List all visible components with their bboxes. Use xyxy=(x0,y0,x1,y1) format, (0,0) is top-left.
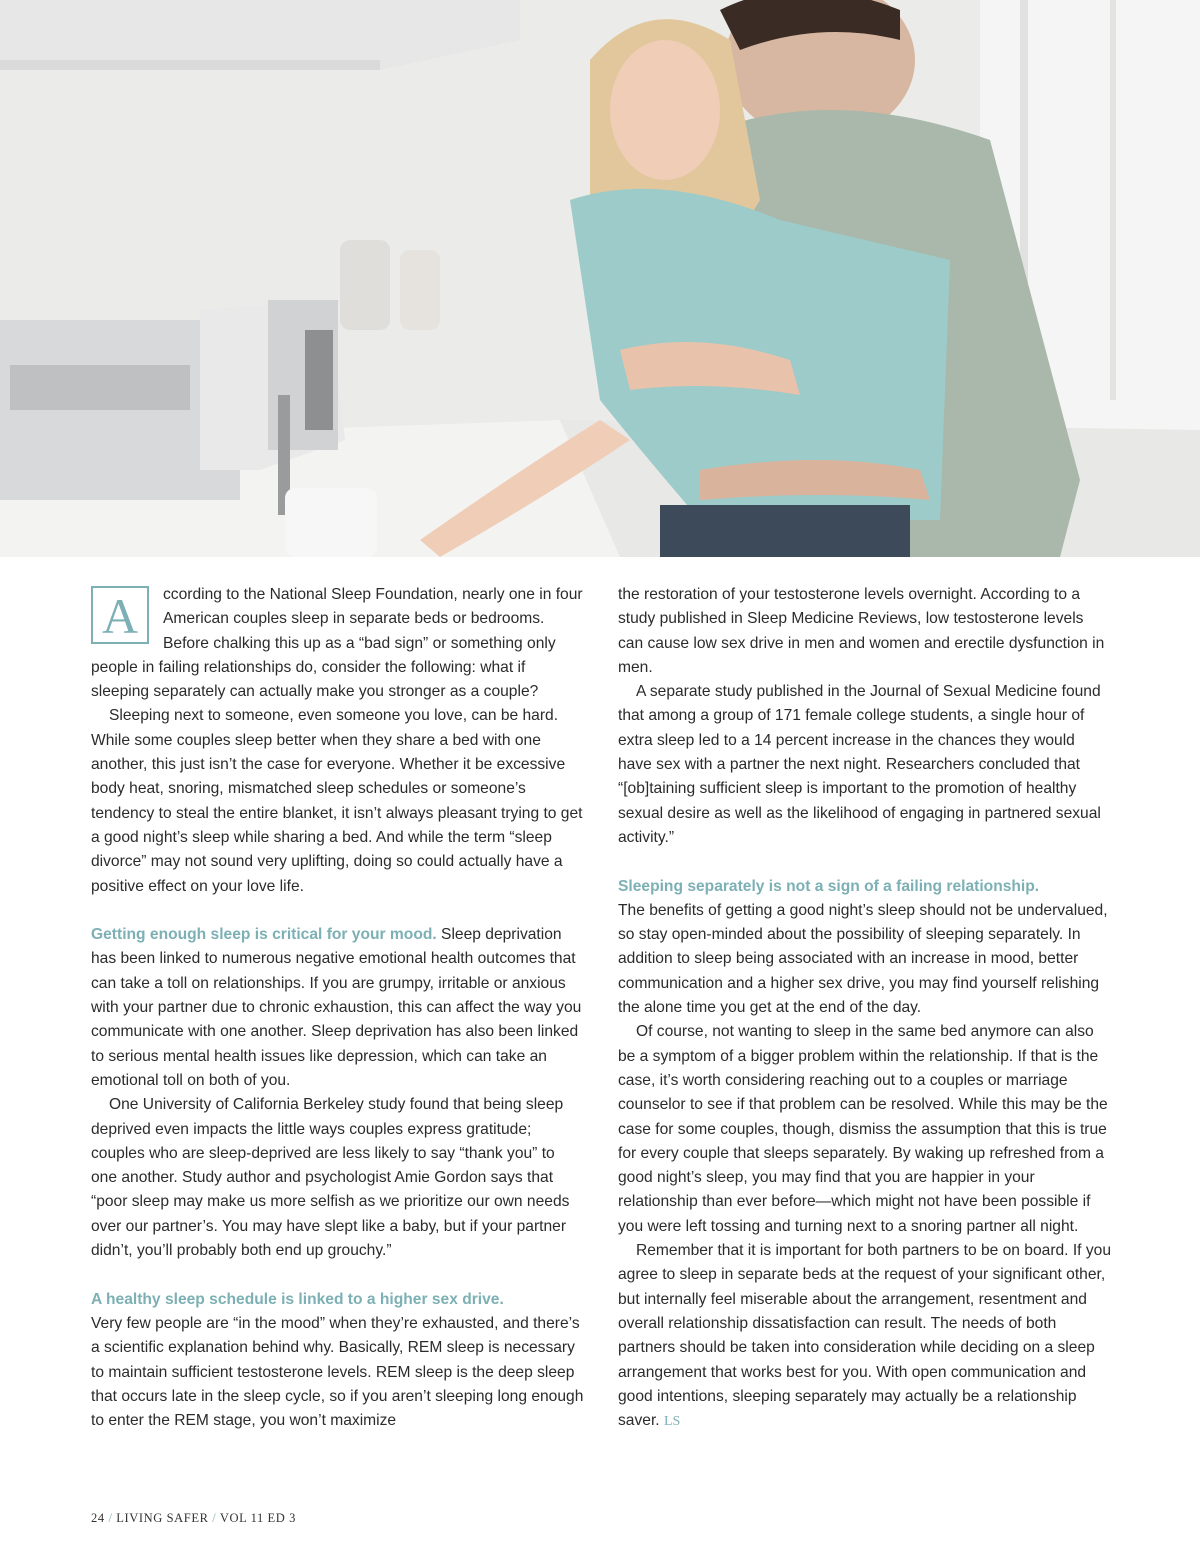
subhead-separately: Sleeping separately is not a sign of a failing relationship. xyxy=(618,877,1040,895)
body-paragraph-with-subhead xyxy=(91,923,585,1093)
article-column-left xyxy=(91,583,585,1433)
body-paragraph: One University of California Berkeley study found that being sleep deprived even impacts the little ways couples express gratitude; couples who are sleep-deprived are less likely to say “thank you” to one another. Study author and psychologist Amie Gordon says that “poor sleep may make us more selfish as we prioritize our own needs over our partner’s. You may have slept like a baby, but if your partner didn’t, you’ll probably both end up grouchy.” xyxy=(91,1096,570,1260)
intro-paragraph xyxy=(91,583,585,704)
body-paragraph: the restoration of your testosterone levels overnight. According to a study published in Sleep Medicine Reviews, low testosterone levels can cause low sex drive in men and women and erectile dysfunction in men. xyxy=(618,586,1105,676)
subhead-sex-drive: A healthy sleep schedule is linked to a higher sex drive. xyxy=(91,1290,504,1308)
body-paragraph: The benefits of getting a good night’s sleep should not be undervalued, so stay open-minded about the possibility of sleeping separately. In addition to sleep being associated with an increase in mood, better communication and a higher sex drive, you may find yourself relishing the alone time you get at the end of the day. xyxy=(618,901,1108,1017)
body-paragraph: Of course, not wanting to sleep in the same bed anymore can also be a symptom of a bigger problem within the relationship. If that is the case, it’s worth considering reaching out to a couples or marriage counselor to see if that problem can be resolved. While this may be the case for some couples, though, dismiss the assumption that this is true for every couple that sleeps separately. By waking up refreshed from a good night’s sleep, you may find that you are happier in your relationship than ever before—which might not have been possible if you were left tossing and turning next to a snoring partner all night. xyxy=(618,1023,1108,1235)
end-mark-logo: LS xyxy=(663,1414,681,1430)
footer-separator: / xyxy=(212,1511,217,1525)
couple-kitchen-illustration xyxy=(0,0,1200,557)
footer-separator: / xyxy=(108,1511,113,1525)
subhead-mood: Getting enough sleep is critical for your mood. xyxy=(91,926,437,944)
article-column-right xyxy=(618,583,1112,1434)
mood-text: Sleep deprivation has been linked to numerous negative emotional health outcomes that can take a toll on relationships. If you are grumpy, irritable or anxious with your partner due to chronic exhaustion, this can affect the way you communicate with one another. Sleep deprivation has also been linked to serious mental health issues like depression, which can take an emotional toll on both of you. xyxy=(91,926,582,1089)
page-footer xyxy=(91,1511,296,1526)
closing-paragraph xyxy=(618,1239,1112,1434)
body-paragraph: A separate study published in the Journal of Sexual Medicine found that among a group of 171 female college students, a single hour of extra sleep led to a 14 percent increase in the chances they would have sex with a partner the next night. Researchers concluded that “[ob]taining sufficient sleep is important to the promotion of healthy sexual desire as well as the likelihood of engaging in partnered sexual activity.” xyxy=(618,683,1101,846)
page-number: 24 xyxy=(91,1511,105,1525)
drop-cap: A xyxy=(91,586,149,644)
magazine-name: LIVING SAFER xyxy=(116,1511,209,1525)
body-paragraph: Very few people are “in the mood” when they’re exhausted, and there’s a scientific explanation behind why. Basically, REM sleep is necessary to maintain sufficient testosterone levels. REM sleep is the deep sleep that occurs late in the sleep cycle, so if you aren’t sleeping long enough to enter the REM stage, you won’t maximize xyxy=(91,1314,584,1430)
hero-photo xyxy=(0,0,1200,557)
issue-label: VOL 11 ED 3 xyxy=(219,1511,296,1525)
closing-text: Remember that it is important for both partners to be on board. If you agree to sleep in separate beds at the request of your significant other, but internally feel miserable about the arrangement, resentment and overall relationship dissatisfaction can result. The needs of both partners should be taken into consideration while deciding on a sleep arrangement that works best for you. With open communication and good intentions, sleeping separately may actually be a relationship saver. xyxy=(618,1242,1111,1430)
intro-text: ccording to the National Sleep Foundation, nearly one in four American couples sleep in separate beds or bedrooms. Before chalking this up as a “bad sign” or something only people in failing relationships do, consider the following: what if sleeping separately can actually make you stronger as a couple? xyxy=(91,586,583,701)
body-paragraph: Sleeping next to someone, even someone you love, can be hard. While some couples sleep better when they share a bed with one another, this just isn’t the case for everyone. Whether it be excessive body heat, snoring, mismatched sleep schedules or someone’s tendency to steal the entire blanket, it isn’t always pleasant trying to get a good night’s sleep while sharing a bed. And while the term “sleep divorce” may not sound very uplifting, doing so could actually have a positive effect on your love life. xyxy=(91,707,583,895)
